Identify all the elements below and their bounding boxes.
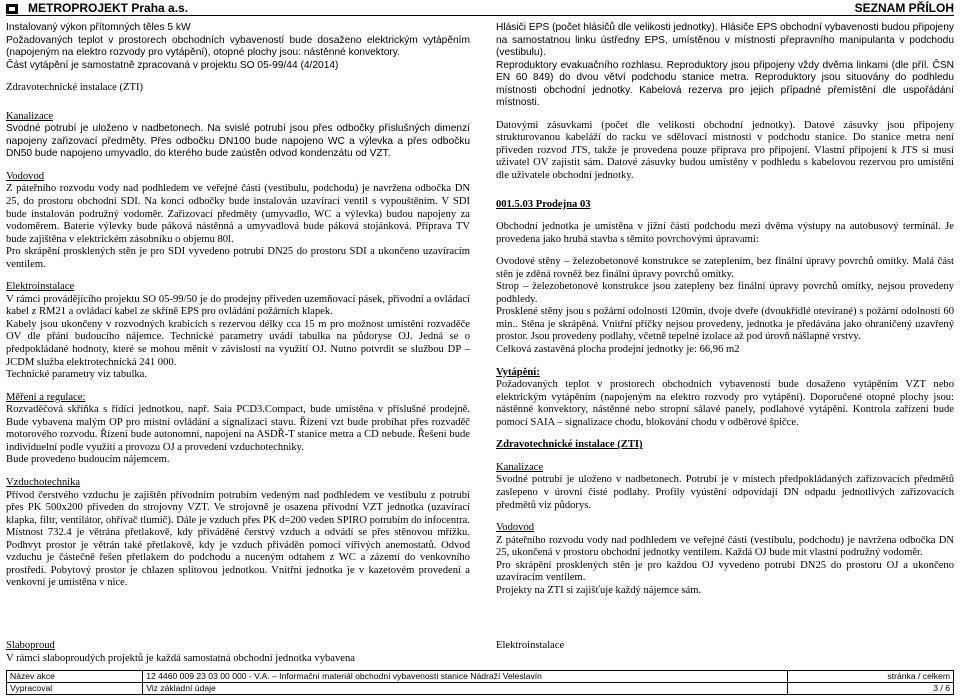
paragraph: Požadovaných teplot v prostorech obchodních vybaveností bude dosaženo vytápěním VZT nebo elektrickým vytápěním (napojeným na elektro rozvody pro vytápění). Doporučené otopné plochy jsou: nástěnné konvektory, nástěnné nebo stropní sálavé panely, podlahové vytápění. Kontrola zařízení bude pomocí SAIA – signalizace chodu, blokování chodu v odběrové špičce. [496, 379, 954, 428]
table-cell: 12 4460 009 23 03 00 000 - V.A. – Informační materiál obchodní vybavenosti stanice Nádraží Veleslavín [143, 671, 788, 683]
section-heading: Elektroinstalace [6, 281, 75, 293]
paragraph: Strop – železobetonové konstrukce jsou zatepleny bez finální úpravy povrchů omítky, nejsou provedeny podhledy. [496, 281, 954, 305]
section-heading: Vodovod [6, 170, 45, 182]
section-heading: Zdravotechnické instalace (ZTI) [496, 439, 643, 451]
table-cell: Název akce [7, 671, 143, 683]
paragraph: Technické parametry viz tabulka. [6, 369, 148, 381]
section-heading: Vzduchotechnika [6, 476, 81, 488]
paragraph: Obchodní jednotka je umístěna v jižní části podchodu mezi dvěma výstupy na autobusový terminál. Je provedena jako hrubá stavba s těmito povrchovými úpravami: [496, 221, 954, 245]
paragraph: V rámci slaboproudých projektů je každá samostatná obchodní jednotka vybavena [6, 653, 355, 664]
paragraph: Ovodové stěny – železobetonové konstrukce se zateplením, bez finální úpravy povrchů omítky. Malá část stěn je zděná rovněž bez finální úpravy povrchů omítky. [496, 256, 954, 280]
section-heading: Zdravotechnické instalace (ZTI) [6, 82, 144, 94]
header-divider [6, 15, 954, 16]
section-heading: Vytápění: [496, 366, 540, 378]
page-header [6, 2, 954, 16]
paragraph: Projekty na ZTI si zajišťuje každý nájemce sám. [496, 584, 702, 596]
section-heading: 001.5.03 Prodejna 03 [496, 198, 591, 210]
section-heading: Elektroinstalace [496, 640, 565, 651]
paragraph: Požadovaných teplot v prostorech obchodních vybaveností bude dosaženo elektrickým vytápěním (napojeným na elektro rozvody pro vytápění), otopné plochy jsou: nástěnné konvektory. [6, 34, 470, 59]
section-heading: Kanalizace [6, 110, 54, 122]
paragraph: Část vytápění je samostatně zpracovaná v projektu SO 05-99/44 (4/2014) [6, 59, 339, 71]
section-heading: Měření a regulace: [6, 391, 86, 403]
paragraph: Pro skrápění prosklených stěn je pro každou OJ vyvedeno potrubí DN25 do prostoru OJ a ukončeno uzavíracím ventilem. [496, 559, 954, 584]
paragraph: Datovými zásuvkami (počet dle velikosti obchodní jednotky). Datové zásuvky jsou připojeny strukturovanou kabeláží do racku ve sdělovací místnosti v podchodu stanice. Do stanice metra není přiveden rozvod JTS, takže je provedena pouze příprava pro připojení. Vlastní připojení k JTS si musí uživatel OV zajistit sám. Datové zásuvky budou umístěny v podhledu s kabelovou rezervou pro umístění dle uživatele obchodní jednotky. [496, 119, 954, 182]
paragraph: Hlásiči EPS (počet hlásičů dle velikosti jednotky). Hlásiče EPS obchodní vybavenosti budou připojeny na samostatnou linku ústředny EPS, umístěnou v místnosti přepravního manipulanta v podchodu (vestibulu). [496, 22, 954, 59]
paragraph: Bude provedeno budoucím nájemcem. [6, 454, 170, 466]
paragraph: V rámci provádějícího projektu SO 05-99/50 je do prodejny přiveden uzemňovací pásek, přívodní a ovládací kabel z RM21 a ovládací kabel ze skříně EPS pro ovládání požárních klapek. [6, 293, 470, 318]
section-heading: Slaboproud [6, 640, 55, 651]
section-heading: Vodovod [496, 522, 535, 534]
paragraph: Pro skrápění prosklených stěn je pro SDI vyvedeno potrubí DN25 do prostoru SDI a ukončeno uzavíracím ventilem. [6, 246, 470, 270]
company-name: METROPROJEKT Praha a.s. [28, 1, 189, 15]
paragraph: Přívod čerstvého vzduchu je zajištěn přívodním potrubím vedeným nad podhledem ve vestibulu z potrubí přes PK 500x200 přiveden do strojovny VZT. Ve strojovně je osazena přívodní VZT jednotka (uzavírací klapka, filtr, ventilátor, ohřívač tlumič). Dále je vzduch přes PK d=200 veden SPIRO potrubím do infocentra. Místnost 732.4 je větrána přetlakově, kdy přiváděné čerstvý vzduch a odvádí se přes stěnovou mřížku. Podhvyt prostor je větrán také přetlakově, kdy je vzduch přiváděn pomocí vířivých anemostatů. Odvod vzduchu je částečně řešen přetlakem do podchodu a nuceným odtahem z WC a zázemí do venkovního prostředí. Pobytový prostor je chlazen splitovou jednotkou. Vnitřní jednotka je v kazetovém provedení a venkovní je umístěna v nice. [6, 489, 470, 589]
paragraph: Reproduktory evakuačního rozhlasu. Reproduktory jsou připojeny vždy dvěma linkami (dle příl. ČSN EN 60 849) do dvou větví podchodu stanice metra. Reproduktory jsou situovány do podhledu místnosti obchodní jednotky. Kabelová rezerva pro jejich případné přemístění dle uspořádání místnosti. [496, 59, 954, 109]
right-column [496, 22, 954, 597]
paragraph: Kabely jsou ukončeny v rozvodných krabicích s rezervou délky cca 15 m pro možnost umístění rozvaděče OV dle přání budoucího nájemce. Technické parametry uvádí tabulka na půdoryse OJ. Jedná se o předpokládané hodnoty, které se mohou měnit v závislosti na využití OJ. Nutno potvrdit se službou DP – JCDM služba elektrotechnická 241 000. [6, 318, 470, 368]
table-row [7, 683, 954, 695]
section-heading: Kanalizace [496, 461, 544, 473]
paragraph: Z páteřního rozvodu vody nad podhledem ve veřejné části (vestibulu, podchodu) je navržena odbočka DN 25, do prostoru obchodní SDI. Na konci odbočky bude instalován uzavírací ventil s vypouštěním. V SDI bude instalován podružný vodoměr. Zařizovací předměty (umyvadlo, WC a výlevka) budou napojeny za vodoměrem. Baterie výlevky bude páková nástěnná a umyvadlová bude páková stojánková. Příprava TV bude zajištěna v elektrickém zásobníku o objemu 80l. [6, 183, 470, 245]
table-cell: stránka / celkem [787, 671, 953, 683]
paragraph: Svodné potrubí je uloženo v nadbetonech. Potrubí je v místech předpokládaných zařizovacích předmětů zaslepeno v úrovni čisté podlahy. Profily vyústění odpovídají DN odpadu jednotlivých zařizovacích předmětů viz půdorys. [496, 474, 954, 511]
paragraph: Rozvaděčová skříňka s řídící jednotkou, např. Saia PCD3.Compact, bude umístěna v příslušné prodejně. Bude vybavena malým OP pro místní ovládání a signalizaci stavu. Řízení vzt bude probíhat přes rozvaděč motorového rozvodu. Řízení bude autonomní, napojení na ASDŘ-T stanice metra a CD nebude. Řešení bude individuelní podle využití a provozu OJ a provedení vzduchotechniky. [6, 404, 470, 453]
page-number: 3 / 6 [787, 683, 953, 695]
paragraph: Celková zastavěná plocha prodejní jednotky je: 66,96 m2 [496, 344, 740, 356]
table-row [7, 671, 954, 683]
section-title: SEZNAM PŘÍLOH [854, 1, 954, 15]
paragraph: Svodné potrubí je uloženo v nadbetonech. Na svislé potrubí jsou přes odbočky příslušných dimenzí napojeny zařizovací předměty. Přes odbočku DN100 bude napojeno WC a výlevka a přes odbočku DN50 bude napojeno umyvadlo, do kterého bude zaústěn odvod kondenzátu od VZT. [6, 123, 470, 160]
paragraph: Z páteřního rozvodu vody nad podhledem ve veřejné části (vestibulu, podchodu) je navržena odbočka DN 25, ukončená v prostoru obchodní jednotky ventilem. Každá OJ bude mít vlastní podružný vodoměr. [496, 534, 954, 559]
left-column [6, 22, 470, 590]
paragraph: Prosklené stěny jsou s požární odolností 120min, dvoje dveře (dvoukřídlé otevírané) s požární odolností 60 min.. Stěna je skrápěná. Vnitřní příčky nejsou provedeny, jednotka je předávána jako ohraničený uzavřený prostor. Jsou provedeny podlahy, včetně tepelné izolace až pod úrovň nášlapné vrstvy. [496, 306, 954, 343]
table-cell: Viz základní údaje [143, 683, 788, 695]
footer-table [6, 670, 954, 695]
paragraph: Instalovaný výkon přítomných těles 5 kW [6, 22, 191, 33]
table-cell: Vypracoval [7, 683, 143, 695]
company-logo-icon [6, 4, 18, 14]
